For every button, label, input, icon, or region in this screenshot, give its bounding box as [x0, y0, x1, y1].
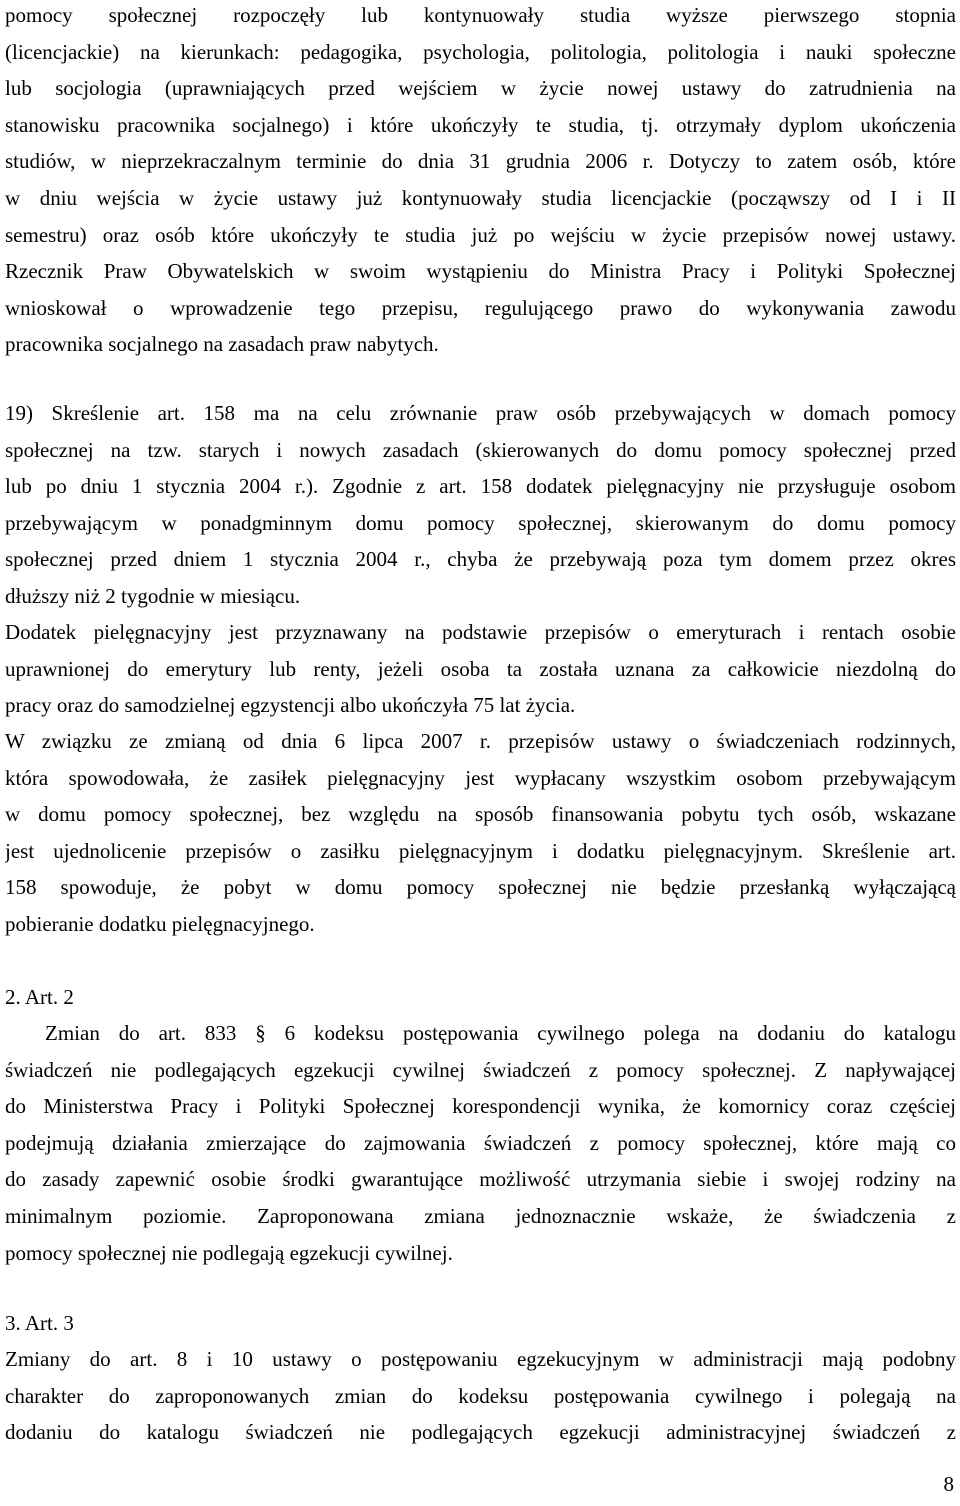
text-line: pobieranie dodatku pielęgnacyjnego.: [5, 911, 315, 936]
text-line: 2. Art. 2: [5, 985, 74, 1009]
paragraph-item-19: [5, 395, 956, 615]
text-line: lub socjologia (uprawniających przed wejściem w życie nowej ustawy do zatrudnienia na: [5, 76, 956, 101]
text-line: do Ministerstwa Pracy i Polityki Społecznej korespondencji wynika, że komornicy coraz częściej: [5, 1094, 956, 1119]
text-line: w domu pomocy społecznej, bez względu na sposób finansowania pobytu tych osób, wskazane: [5, 802, 956, 827]
paragraph-care-allowance: [5, 614, 956, 724]
text-line: do zasady zapewnić osobie środki gwarantujące możliwość utrzymania siebie i swojej rodziny na: [5, 1167, 956, 1192]
text-line: 158 spowoduje, że pobyt w domu pomocy społecznej nie będzie przesłanką wyłączającą: [5, 875, 956, 900]
text-line: pomocy społecznej nie podlegają egzekucji cywilnej.: [5, 1240, 453, 1265]
text-line: jest ujednolicenie przepisów o zasiłku pielęgnacyjnym i dodatku pielęgnacyjnym. Skreślenie art.: [5, 838, 956, 863]
heading-art-2: [5, 979, 956, 1016]
text-line: Zmiany do art. 8 i 10 ustawy o postępowaniu egzekucyjnym w administracji mają podobny: [5, 1347, 956, 1371]
text-line: stanowisku pracownika socjalnego) i które ukończyły te studia, tj. otrzymały dyplom ukończenia: [5, 112, 956, 137]
paragraph-art-2: [5, 1015, 956, 1271]
text-line: podejmują działania zmierzające do zajmowania świadczeń z pomocy społecznej, które mają co: [5, 1130, 956, 1155]
text-line: Zmian do art. 833 § 6 kodeksu postępowania cywilnego polega na dodaniu do katalogu: [45, 1021, 956, 1045]
text-line: 3. Art. 3: [5, 1311, 74, 1335]
paragraph-family-benefits-change: [5, 723, 956, 943]
text-line: W związku ze zmianą od dnia 6 lipca 2007 r. przepisów ustawy o świadczeniach rodzinnych,: [5, 729, 956, 753]
text-line: minimalnym poziomie. Zaproponowana zmiana jednoznacznie wskaże, że świadczenia z: [5, 1203, 956, 1228]
paragraph-art-3: [5, 1341, 956, 1451]
text-line: uprawnionej do emerytury lub renty, jeżeli osoba ta została uznana za całkowicie niezdolną do: [5, 656, 956, 681]
text-line: (licencjackie) na kierunkach: pedagogika, psychologia, politologia, politologia i nauki społeczne: [5, 39, 956, 64]
text-line: charakter do zaproponowanych zmian do kodeksu postępowania cywilnego i polegają na: [5, 1383, 956, 1408]
text-line: w dniu wejścia w życie ustawy już kontynuowały studia licencjackie (począwszy od I i II: [5, 185, 956, 210]
text-line: semestru) oraz osób które ukończyły te studia już po wejściu w życie przepisów nowej ustawy.: [5, 222, 956, 247]
text-line: Dodatek pielęgnacyjny jest przyznawany na podstawie przepisów o emeryturach i rentach osobie: [5, 620, 956, 644]
text-line: dodaniu do katalogu świadczeń nie podlegających egzekucji administracyjnej świadczeń z: [5, 1420, 956, 1445]
text-line: wnioskował o wprowadzenie tego przepisu, regulującego prawo do wykonywania zawodu: [5, 295, 956, 320]
text-line: dłuższy niż 2 tygodnie w miesiącu.: [5, 583, 301, 608]
text-line: pracownika socjalnego na zasadach praw nabytych.: [5, 332, 439, 357]
text-line: studiów, w nieprzekraczalnym terminie do dnia 31 grudnia 2006 r. Dotyczy to zatem osób, które: [5, 149, 956, 174]
heading-art-3: [5, 1305, 956, 1342]
text-line: społecznej przed dniem 1 stycznia 2004 r., chyba że przebywają poza tym domem przez okres: [5, 547, 956, 572]
page-number: 8: [943, 1472, 954, 1496]
text-line: 19) Skreślenie art. 158 ma na celu zrównanie praw osób przebywających w domach pomocy: [5, 401, 956, 425]
text-line: społecznej na tzw. starych i nowych zasadach (skierowanych do domu pomocy społecznej przed: [5, 437, 956, 462]
text-line: przebywającym w ponadgminnym domu pomocy społecznej, skierowanym do domu pomocy: [5, 510, 956, 535]
paragraph-social-work-qualifications: [5, 0, 956, 363]
text-line: która spowodowała, że zasiłek pielęgnacyjny jest wypłacany wszystkim osobom przebywającym: [5, 765, 956, 790]
text-line: pracy oraz do samodzielnej egzystencji albo ukończyła 75 lat życia.: [5, 693, 576, 718]
text-line: lub po dniu 1 stycznia 2004 r.). Zgodnie z art. 158 dodatek pielęgnacyjny nie przysługuje osobom: [5, 474, 956, 499]
text-line: pomocy społecznej rozpoczęły lub kontynuowały studia wyższe pierwszego stopnia: [5, 3, 956, 27]
text-line: świadczeń nie podlegających egzekucji cywilnej świadczeń z pomocy społecznej. Z napływającej: [5, 1057, 956, 1082]
text-line: Rzecznik Praw Obywatelskich w swoim wystąpieniu do Ministra Pracy i Polityki Społecznej: [5, 259, 956, 284]
